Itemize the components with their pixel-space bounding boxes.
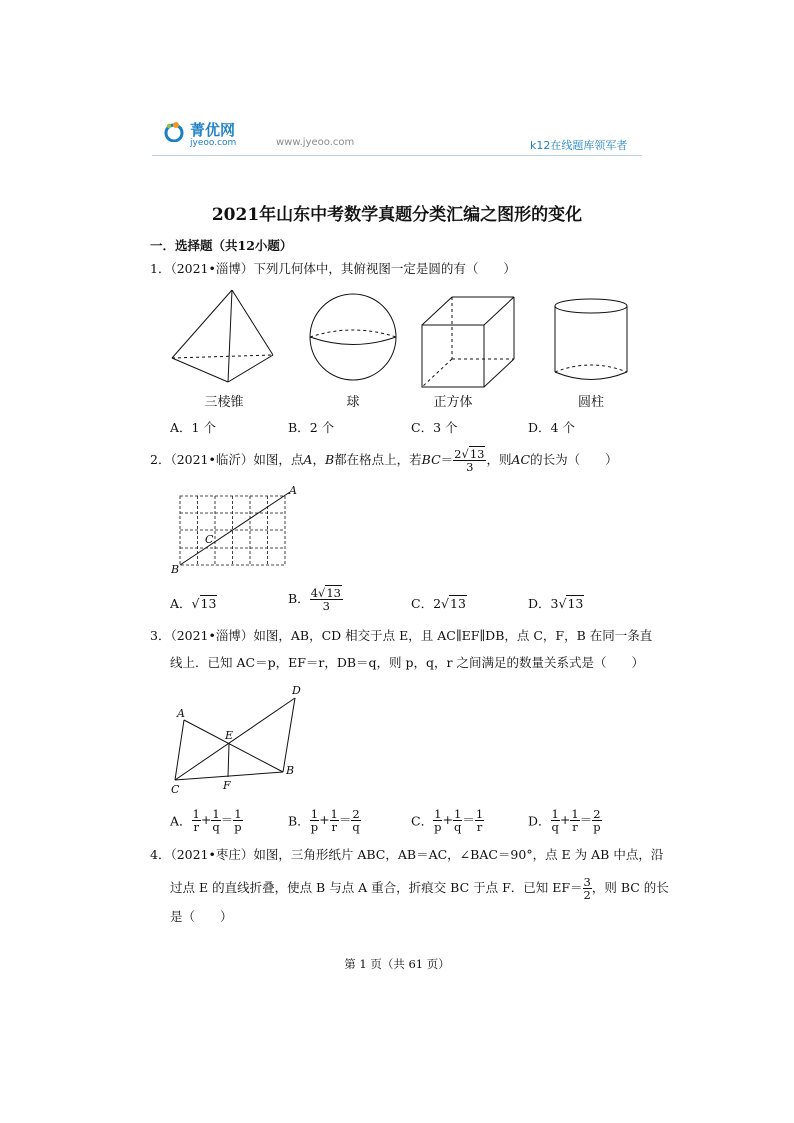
question-3-line-2: 线上．已知 AC＝p，EF＝r，DB＝q，则 p，q，r 之间满足的数量关系式是（ ） bbox=[170, 655, 644, 670]
q2-grid-figure bbox=[168, 484, 308, 576]
option-d[interactable]: D．3√13 bbox=[528, 596, 584, 611]
fraction: $\frac{3}{2}$ bbox=[583, 875, 591, 902]
point-label: B bbox=[286, 764, 295, 777]
question-4-line-3: 是（ ） bbox=[170, 909, 233, 924]
fraction: $\frac{2√13}{3}$ bbox=[454, 447, 485, 474]
sphere-figure bbox=[310, 294, 396, 380]
document-title: 2021年山东中考数学真题分类汇编之图形的变化 bbox=[211, 205, 583, 225]
option-a[interactable]: A．√13 bbox=[170, 596, 217, 611]
question-source: （2021•临沂） bbox=[170, 452, 254, 467]
cube-figure bbox=[422, 297, 514, 387]
cylinder-figure bbox=[555, 299, 627, 380]
question-2: 2．（2021•临沂）如图，点A，B都在格点上，若BC＝ $\frac{2√13}{3}$ ，则AC的长为（ ） bbox=[150, 447, 618, 474]
option-c[interactable]: C．3 个 bbox=[411, 420, 458, 435]
figure-caption: 圆柱 bbox=[577, 395, 604, 410]
logo-name: 菁优网 bbox=[190, 121, 236, 139]
figure-caption: 三棱锥 bbox=[204, 395, 244, 410]
question-4-line-2: 过点 E 的直线折叠，使点 B 与点 A 重合，折痕交 BC 于点 F．已知 EF＝ $\frac{3}{2}$ ，则 BC 的长 bbox=[170, 875, 669, 902]
point-label: A bbox=[289, 484, 297, 497]
question-text: 下列几何体中，其俯视图一定是圆的有（ ） bbox=[253, 261, 516, 276]
site-url[interactable]: www.jyeoo.com bbox=[276, 137, 355, 148]
point-label: A bbox=[177, 707, 185, 720]
option-b[interactable]: B． $\frac{1}{p}$ + $\frac{1}{r}$ ＝ $\frac{2}{q}$ bbox=[288, 807, 360, 834]
jyeoo-logo-icon bbox=[163, 120, 185, 142]
option-c[interactable]: C． $\frac{1}{p}$ + $\frac{1}{q}$ ＝ $\frac{1}{r}$ bbox=[411, 807, 484, 834]
section-heading: 一．选择题（共12小题） bbox=[150, 238, 293, 253]
question-1 bbox=[150, 260, 516, 278]
header-slogan: k12在线题库领军者 bbox=[530, 139, 628, 152]
q3-figure bbox=[165, 682, 315, 798]
figure-caption: 球 bbox=[346, 395, 360, 410]
figure-caption: 正方体 bbox=[433, 395, 473, 410]
option-c[interactable]: C．2√13 bbox=[411, 596, 466, 611]
header-divider bbox=[152, 155, 642, 156]
page-footer: 第 1 页（共 61 页） bbox=[344, 957, 450, 971]
q1-figure bbox=[160, 285, 640, 395]
option-d[interactable]: D． $\frac{1}{q}$ + $\frac{1}{r}$ ＝ $\frac{2}{p}$ bbox=[528, 807, 601, 834]
option-b[interactable]: B． $\frac{4√13}{3}$ bbox=[288, 586, 341, 613]
point-label: C bbox=[171, 783, 180, 796]
option-b[interactable]: B．2 个 bbox=[288, 420, 335, 435]
point-label: C bbox=[205, 533, 214, 546]
question-3-line-1: 3．（2021•淄博）如图，AB，CD 相交于点 E，且 AC∥EF∥DB，点 C，F，B 在同一条直 bbox=[150, 628, 653, 643]
pyramid-figure bbox=[172, 290, 273, 382]
question-number: 1． bbox=[150, 261, 171, 276]
option-a[interactable]: A． $\frac{1}{r}$ + $\frac{1}{q}$ ＝ $\frac{1}{p}$ bbox=[170, 807, 242, 834]
point-label: B bbox=[171, 563, 180, 576]
point-label: F bbox=[223, 779, 231, 792]
point-label: E bbox=[225, 729, 234, 742]
logo-domain: jyeoo.com bbox=[190, 138, 237, 148]
point-label: D bbox=[292, 684, 301, 697]
option-d[interactable]: D．4 个 bbox=[528, 420, 575, 435]
question-number: 2． bbox=[150, 452, 171, 467]
question-source: （2021•淄博） bbox=[170, 261, 254, 276]
question-4-line-1: 4．（2021•枣庄）如图，三角形纸片 ABC，AB＝AC，∠BAC＝90°，点 E 为 AB 中点，沿 bbox=[150, 847, 664, 862]
option-a[interactable]: A．1 个 bbox=[170, 420, 216, 435]
